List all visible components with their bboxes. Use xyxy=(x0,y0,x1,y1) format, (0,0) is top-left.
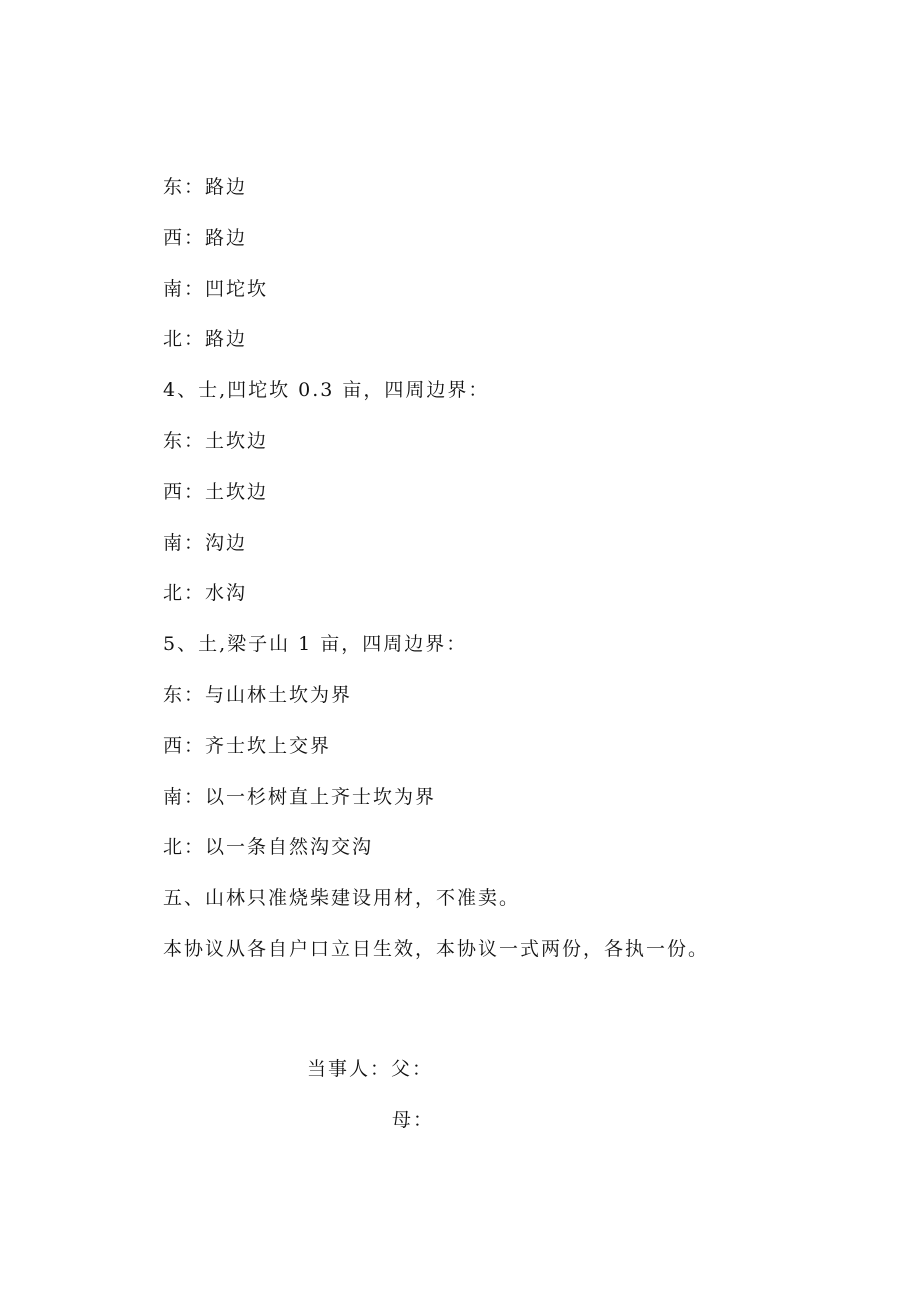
plot-5-east: 东：与山林土坎为界 xyxy=(163,683,353,706)
clause-five: 五、山林只准烧柴建设用材，不准卖。 xyxy=(163,887,521,910)
boundary-south-1: 南：凹坨坎 xyxy=(163,277,269,300)
plot-4-west: 西：土坎边 xyxy=(163,480,269,503)
plot-4-south: 南：沟边 xyxy=(163,531,248,554)
boundary-west-1: 西：路边 xyxy=(163,226,248,249)
plot-4-east: 东：土坎边 xyxy=(163,429,269,452)
plot-5-heading: 5、土,梁子山 1 亩，四周边界： xyxy=(163,633,468,656)
effective-clause: 本协议从各自户口立日生效，本协议一式两份，各执一份。 xyxy=(163,937,710,960)
plot-5-west: 西：齐士坎上交界 xyxy=(163,734,332,757)
signature-party-father: 当事人：父： xyxy=(307,1058,434,1080)
boundary-east-1: 东：路边 xyxy=(163,176,248,198)
boundary-north-1: 北：路边 xyxy=(163,328,248,351)
signature-mother: 母： xyxy=(392,1109,435,1131)
document-body xyxy=(163,172,783,985)
plot-4-north: 北：水沟 xyxy=(163,582,248,605)
plot-4-heading: 4、士,凹坨坎 0.3 亩，四周边界： xyxy=(163,379,490,402)
plot-5-north: 北：以一条自然沟交沟 xyxy=(163,836,374,859)
signature-mother-row xyxy=(307,1105,434,1135)
plot-5-south: 南：以一杉树直上齐士坎为界 xyxy=(163,785,437,808)
